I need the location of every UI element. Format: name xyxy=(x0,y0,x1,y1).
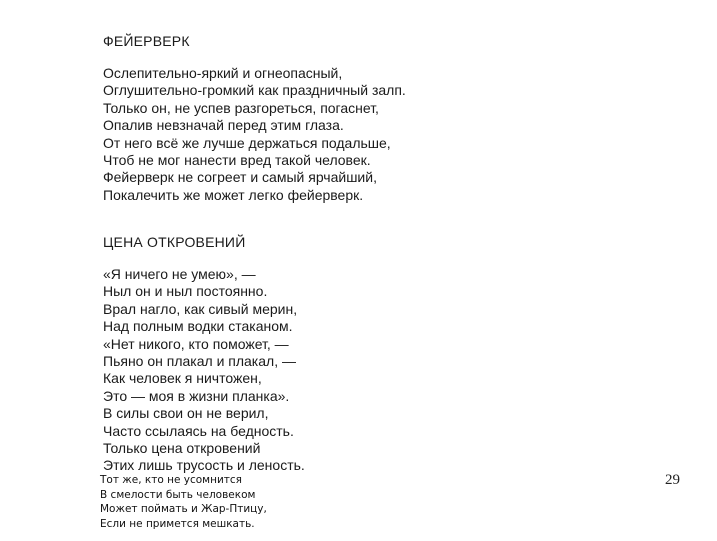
poem-title: ФЕЙЕРВЕРК xyxy=(103,33,190,49)
poem-fireworks xyxy=(103,32,523,204)
poem-line: Покалечить же может легко фейерверк. xyxy=(103,186,364,203)
poem-line: Оглушительно-громкий как праздничный залп. xyxy=(103,82,406,99)
poem-line: Только цена откровений xyxy=(103,440,261,457)
poem-line: Это — моя в жизни планка». xyxy=(103,387,290,404)
poem-line: Этих лишь трусость и леность. xyxy=(103,457,305,474)
poem-line: Опалив невзначай перед этим глаза. xyxy=(103,117,344,134)
poem-line: Часто ссылаясь на бедность. xyxy=(103,422,294,439)
poem-line: «Я ничего не умею», — xyxy=(103,266,256,282)
poem-line: Врал нагло, как сивый мерин, xyxy=(103,300,298,317)
poem-line: Фейерверк не согреет и самый ярчайший, xyxy=(103,169,377,186)
poem-line: Тот же, кто не усомнится xyxy=(100,474,242,486)
poem-title: ЦЕНА ОТКРОВЕНИЙ xyxy=(103,234,246,250)
poem-line: В смелости быть человеком xyxy=(100,488,256,501)
poem-line: В силы свои он не верил, xyxy=(103,405,269,422)
poem-line: Ныл он и ныл постоянно. xyxy=(103,283,268,300)
poem-line: Ослепительно-яркий и огнеопасный, xyxy=(103,65,343,81)
poem-line: Если не примется мешкать. xyxy=(100,518,255,531)
poem-line: Только он, не успев разгореться, погаснет, xyxy=(103,99,379,116)
poem-stanza xyxy=(103,266,523,475)
poem-price-of-revelations xyxy=(103,233,523,475)
poem-stanza xyxy=(103,65,523,204)
poem-line: Пьяно он плакал и плакал, — xyxy=(103,353,296,370)
poem-line: Чтоб не мог нанести вред такой человек. xyxy=(103,152,371,169)
poem-line: Может поймать и Жар-Птицу, xyxy=(100,503,267,516)
poem-line: «Нет никого, кто поможет, — xyxy=(103,335,289,352)
poem-line: Над полным водки стаканом. xyxy=(103,318,293,335)
overflow-stanza xyxy=(100,473,267,532)
poem-line: Как человек я ничтожен, xyxy=(103,370,262,387)
poem-line: От него всё же лучше держаться подальше, xyxy=(103,134,391,151)
page-number: 29 xyxy=(665,472,680,488)
